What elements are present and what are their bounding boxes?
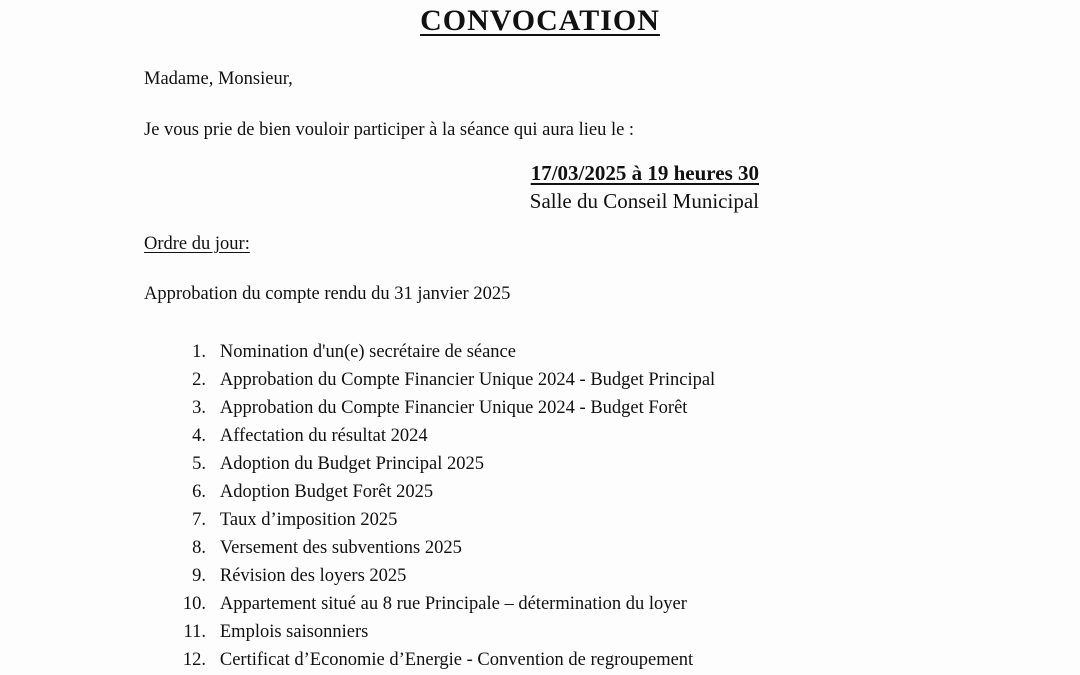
agenda-item-number: 6.: [192, 482, 206, 502]
agenda-item-label: Adoption du Budget Principal 2025: [206, 454, 484, 474]
agenda-item: [158, 506, 715, 534]
approval-line: Approbation du compte rendu du 31 janvier 2025: [144, 284, 511, 304]
agenda-item: [158, 422, 715, 450]
agenda-list: [158, 338, 715, 674]
agenda-item-number: 10.: [182, 594, 206, 614]
agenda-item-number: 2.: [192, 370, 206, 390]
agenda-item: [158, 394, 715, 422]
salutation: Madame, Monsieur,: [144, 69, 293, 89]
agenda-item: [158, 366, 715, 394]
agenda-item-label: Emplois saisonniers: [206, 622, 369, 642]
agenda-item: [158, 534, 715, 562]
agenda-item: [158, 478, 715, 506]
agenda-item: [158, 590, 715, 618]
agenda-item-label: Appartement situé au 8 rue Principale – détermination du loyer: [206, 594, 687, 614]
agenda-item-label: Versement des subventions 2025: [206, 538, 462, 558]
agenda-item-number: 5.: [192, 454, 206, 474]
agenda-item-number: 11.: [183, 622, 206, 642]
agenda-item: [158, 450, 715, 478]
agenda-item-number: 4.: [192, 426, 206, 446]
meeting-place: Salle du Conseil Municipal: [529, 189, 759, 213]
intro-text: Je vous prie de bien vouloir participer à la séance qui aura lieu le :: [144, 120, 635, 140]
agenda-item: [158, 562, 715, 590]
agenda-item: [158, 618, 715, 646]
agenda-item-number: 9.: [192, 566, 206, 586]
agenda-item: [158, 338, 715, 366]
agenda-item-label: Approbation du Compte Financier Unique 2024 - Budget Principal: [206, 370, 716, 390]
agenda-item-number: 3.: [192, 398, 206, 418]
document-title: CONVOCATION: [420, 4, 660, 37]
meeting-date-time: 17/03/2025 à 19 heures 30: [530, 161, 759, 185]
agenda-item: [158, 646, 715, 674]
agenda-item-label: Affectation du résultat 2024: [206, 426, 428, 446]
agenda-item-number: 8.: [192, 538, 206, 558]
agenda-item-label: Approbation du Compte Financier Unique 2024 - Budget Forêt: [206, 398, 688, 418]
agenda-item-label: Nomination d'un(e) secrétaire de séance: [206, 342, 516, 362]
agenda-item-number: 1.: [192, 342, 206, 362]
agenda-item-label: Certificat d’Economie d’Energie - Convention de regroupement: [206, 650, 694, 670]
agenda-heading: Ordre du jour:: [144, 234, 250, 254]
agenda-item-number: 12.: [182, 650, 206, 670]
meeting-info: [530, 160, 759, 216]
agenda-item-number: 7.: [192, 510, 206, 530]
agenda-item-label: Révision des loyers 2025: [206, 566, 407, 586]
agenda-item-label: Adoption Budget Forêt 2025: [206, 482, 434, 502]
agenda-item-label: Taux d’imposition 2025: [206, 510, 398, 530]
